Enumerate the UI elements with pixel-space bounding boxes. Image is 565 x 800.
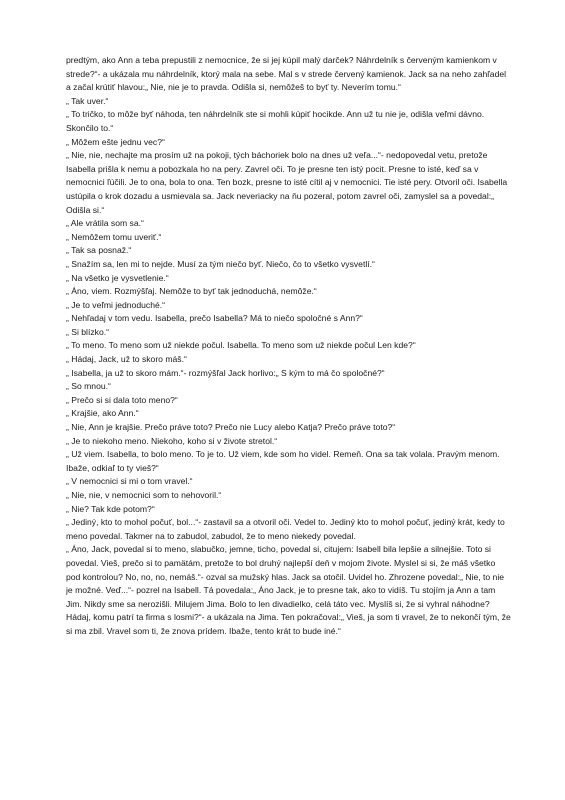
paragraph: „ To tričko, to môže byť náhoda, ten náhrdelník ste si mohli kúpiť hocikde. Ann už tu nie je, odišla veľmi dávno. Skončilo to.“: [66, 109, 485, 133]
paragraph: „ Nehľadaj v tom vedu. Isabella, prečo Isabella? Má to niečo spoločné s Ann?“: [66, 313, 363, 324]
paragraph: „ Si blízko.“: [66, 326, 109, 337]
paragraph: „ Krajšie, ako Ann.“: [66, 408, 139, 419]
paragraph: „ Nie, nie, v nemocnici som to nehovoril.“: [66, 490, 222, 500]
paragraph: „ So mnou.“: [66, 381, 111, 392]
paragraph: „ Tak sa posnaž.“: [66, 245, 132, 256]
paragraph: „ Tak uver.“: [66, 95, 109, 106]
paragraph: „ Ale vrátila som sa.“: [66, 218, 144, 229]
paragraph: „ Nie, Ann je krajšie. Prečo práve toto? Prečo nie Lucy alebo Katja? Prečo práve toto?“: [66, 422, 396, 433]
paragraph: „ Je to niekoho meno. Niekoho, koho si v živote stretol.“: [66, 435, 278, 446]
paragraph: „ V nemocnici si mi o tom vravel.“: [66, 476, 193, 487]
paragraph: „ Isabella, ja už to skoro mám.“- rozmýšľal Jack horlivo:„ S kým to má čo spoločné?“: [66, 367, 385, 378]
document-page: [66, 54, 511, 639]
paragraph: „ Snažím sa, len mi to nejde. Musí za tým niečo byť. Niečo, čo to všetko vysvetlí.“: [66, 258, 375, 269]
paragraph: „ Áno, Jack, povedal si to meno, slabučko, jemne, ticho, povedal si, citujem: Isabell bila lepšie a silnejšie. Toto si povedal. Vieš, prečo si to pamätám, pretože to bol druhý najlepší deň v mojom živote. Myslel si si, že máš všetko pod kontrolou? No, no, no, nemáš.“- ozval sa mužský hlas. Jack sa otočil. Uvidel ho. Zhrozene povedal:„ Nie, to nie je možné. Veď...“- pozrel na Isabell. Tá povedala:„ Áno Jack, je to presne tak, ako to vidíš. Tu stojím ja Ann a tam Jim. Nikdy sme sa nerozišli. Milujem Jima. Bolo to len divadielko, celá táto vec. Myslíš si, že si vyhral náhodne? Hádaj, komu patrí ta firma s losmi?“- a ukázala na Jima. Ten pokračoval:„ Vieš, ja som ti vravel, že to nekončí tým, že si ma zbil. Vravel som ti, že znova prídem. Ibaže, tento krát to bude iné.“: [66, 544, 511, 636]
paragraph: „ Nie? Tak kde potom?“: [66, 503, 155, 514]
paragraph: „ Nemôžem tomu uveriť.“: [66, 231, 162, 242]
paragraph: predtým, ako Ann a teba prepustili z nemocnice, že si jej kúpil malý darček? Náhrdelník s červeným kamienkom v strede?“- a ukázala mu náhrdelník, ktorý mala na sebe. Mal s v strede červený kamienok. Jack sa na neho zahľadel a začal krútiť hlavou:„ Nie, nie je to pravda. Odišla si, nemôžeš to byť ty. Neverím tomu.“: [66, 55, 507, 93]
paragraph: „ Nie, nie, nechajte ma prosím už na pokoji, tých báchoriek bolo na dnes už veľa...“- nedopovedal vetu, pretože Isabella prišla k nemu a pobozkala ho na pery. Zavrel oči. To je presne ten istý pocit. Presne to isté, keď sa v nemocnici ľúčili. Je to ona, bola to ona. Ten bozk, presne to isté cítil aj v nemocnici. Tie isté pery. Otvoril oči. Isabella ustúpila o krok dozadu a usmievala sa. Jack neveriacky na ňu pozeral, potom zavrel oči, zamyslel sa a povedal:„ Odišla si.“: [66, 150, 508, 215]
paragraph: „ Už viem. Isabella, to bolo meno. To je to. Už viem, kde som ho videl. Remeň. Ona sa tak volala. Pravým menom. Ibaže, odkiaľ to ty vieš?“: [66, 449, 500, 473]
paragraph: „ Je to veľmi jednoduché.“: [66, 299, 165, 310]
paragraph: „ Prečo si si dala toto meno?“: [66, 394, 178, 405]
paragraph: „ Jediný, kto to mohol počuť, bol...“- zastavil sa a otvoril oči. Vedel to. Jediný kto to mohol počuť, jediný krát, kedy to meno povedal. Takmer na to zabudol, zabudol, že to meno niekedy povedal.: [66, 517, 505, 541]
paragraph: „ To meno. To meno som už niekde počul. Isabella. To meno som už niekde počul Len kde?“: [66, 340, 416, 351]
paragraph: „ Áno, viem. Rozmýšľaj. Nemôže to byť tak jednoduchá, nemôže.“: [66, 286, 317, 297]
paragraph: „ Hádaj, Jack, už to skoro máš.“: [66, 354, 187, 365]
paragraph: „ Môžem ešte jednu vec?“: [66, 136, 165, 147]
paragraph: „ Na všetko je vysvetlenie.“: [66, 272, 169, 283]
